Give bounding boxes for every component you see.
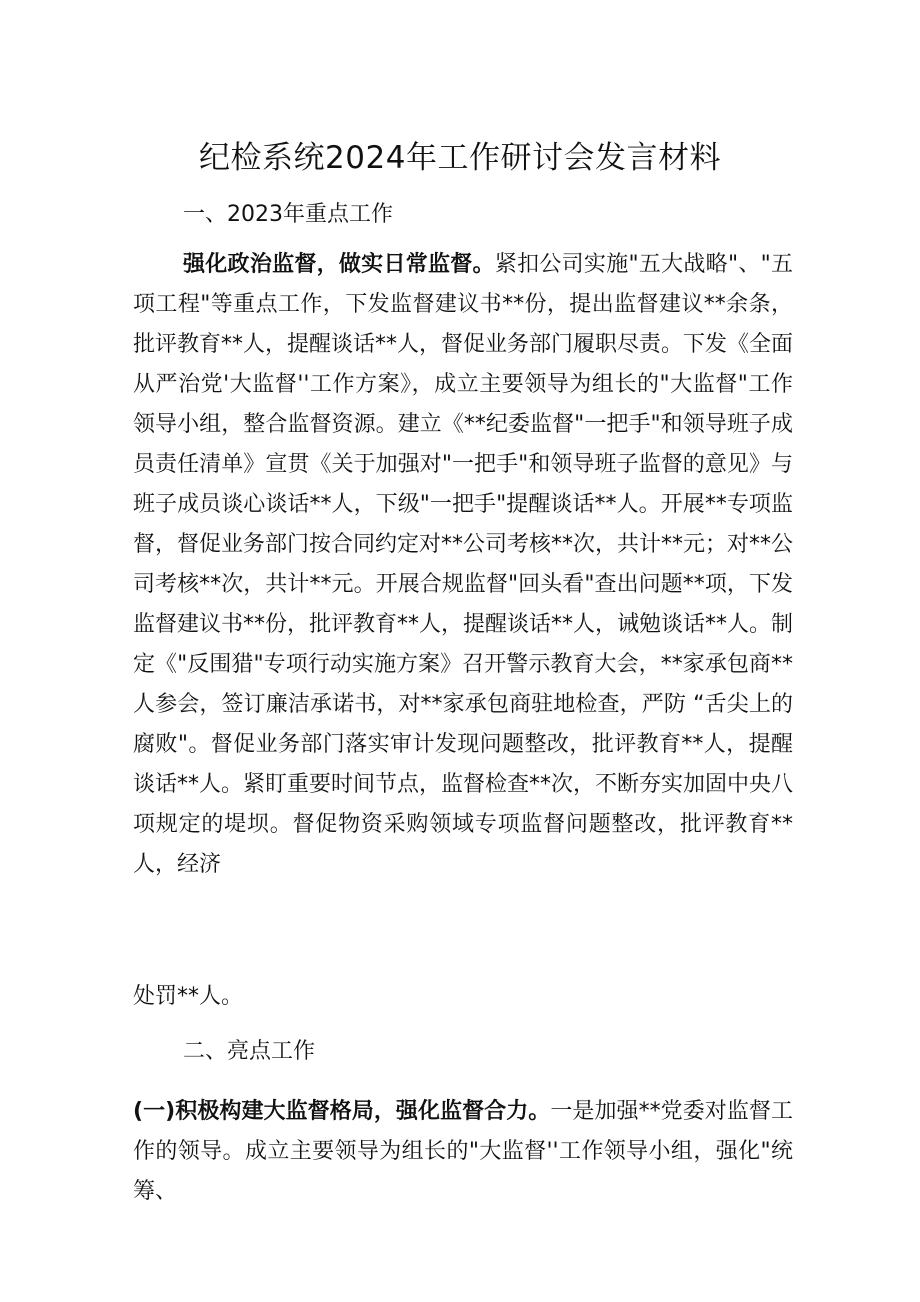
paragraph-body: 一是加强**党委对监督工作的领导。成立主要领导为组长的"大监督''工作领导小组，强化"统筹、	[133, 1099, 793, 1204]
paragraph-body: 紧扣公司实施"五大战略"、"五项工程"等重点工作，下发监督建议书**份，提出监督建议**余条，批评教育**人，提醒谈话**人，督促业务部门履职尽责。下发《全面从严治党'大监督''工作方案》，成立主要领导为组长的"大监督"工作领导小组，整合监督资源。建立《**纪委监督"一把手"和领导班子成员责任清单》宣贯《关于加强对"一把手"和领导班子监督的意见》与班子成员谈心谈话**人，下级"一把手"提醒谈话**人。开展**专项监督，督促业务部门按合同约定对**公司考核**次，共计**元；对**公司考核**次，共计**元。开展合规监督"回头看"查出问题**项，下发监督建议书**份，批评教育**人，提醒谈话**人，诫勉谈话**人。制定《"反围猎"专项行动实施方案》召开警示教育大会，**家承包商**人参会，签订廉洁承诺书，对**家承包商驻地检查，严防 “舌尖上的腐败"。督促业务部门落实审计发现问题整改，批评教育**人，提醒谈话**人。紧盯重要时间节点，监督检查**次，不断夯实加固中央八项规定的堤坝。督促物资采购领域专项监督问题整改，批评教育**人，经济	[133, 252, 794, 877]
section-paragraph-key-work	[133, 245, 793, 885]
section-paragraph-highlights	[133, 1092, 793, 1212]
section-heading-highlights: 二、亮点工作	[183, 1039, 316, 1064]
paragraph-lead-bold: (一)积极构建大监督格局，强化监督合力。	[133, 1099, 551, 1124]
paragraph-lead-bold: 强化政治监督，做实日常监督。	[183, 252, 495, 277]
section-heading-key-work: 一、2023年重点工作	[183, 202, 393, 227]
paragraph-tail-line: 处罚**人。	[133, 984, 244, 1009]
document-title: 纪检系统2024年工作研讨会发言材料	[199, 140, 721, 176]
